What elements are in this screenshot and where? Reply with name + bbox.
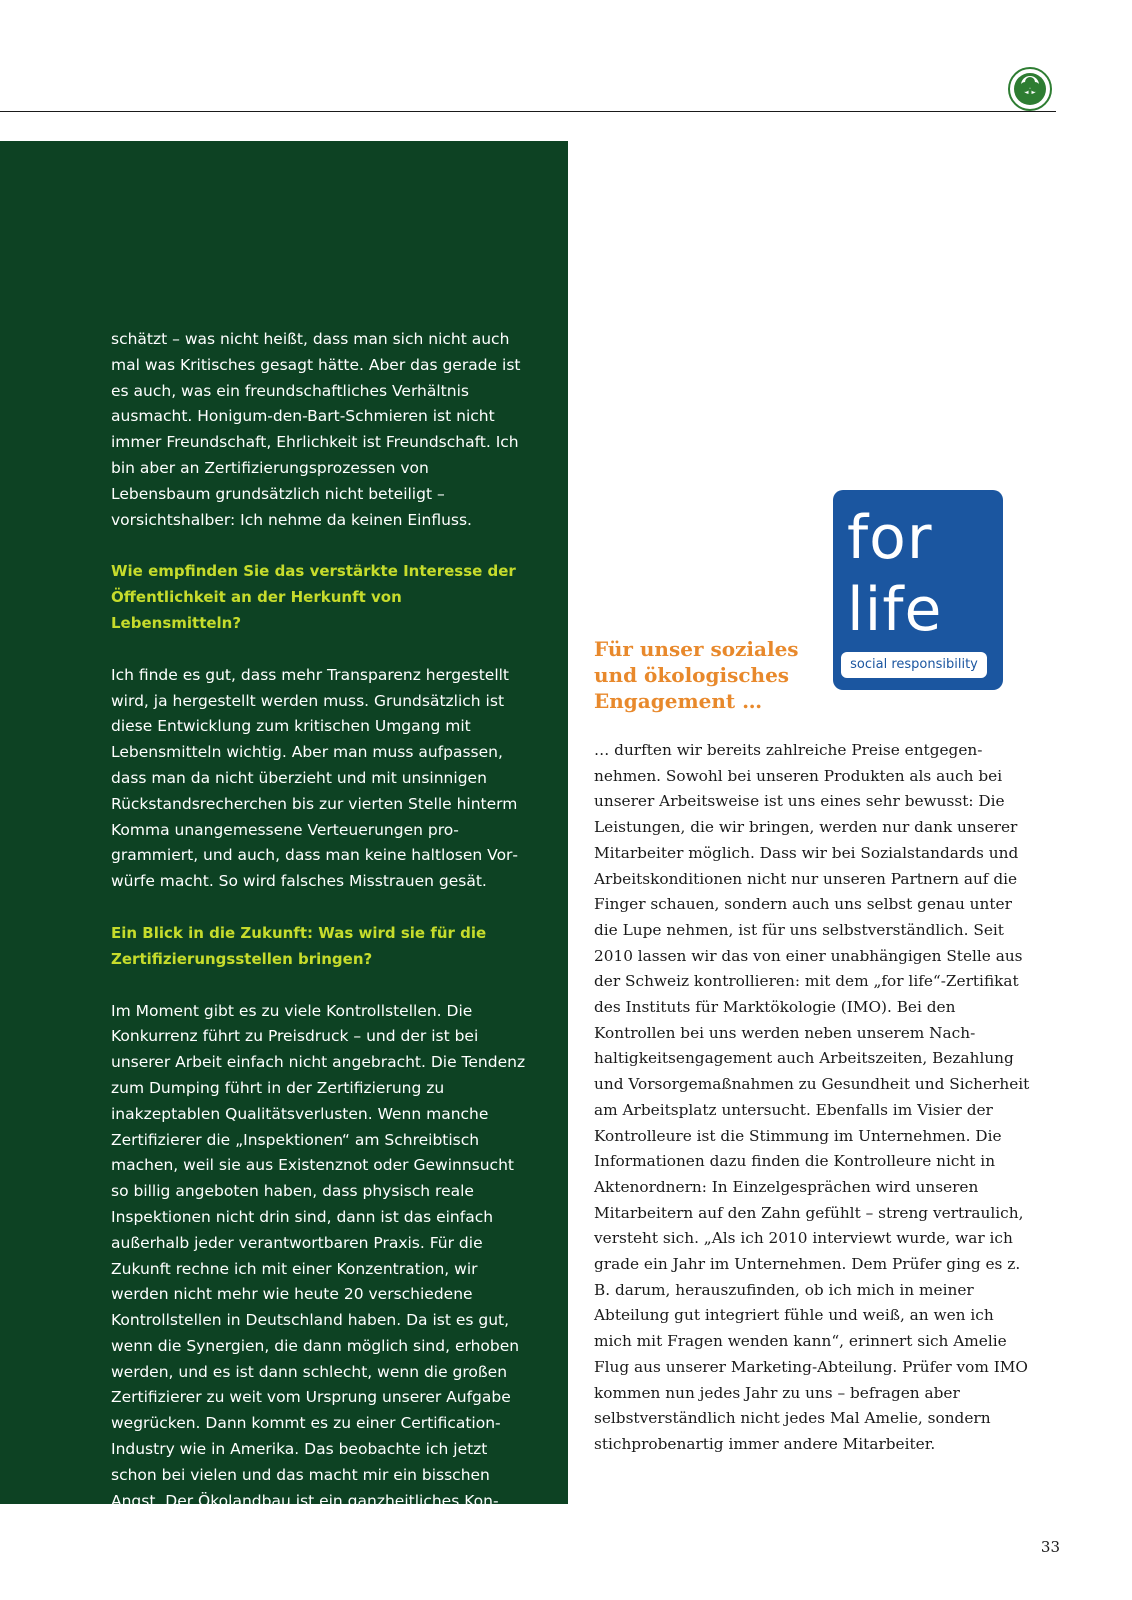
interview-text — [111, 327, 531, 1540]
article-body: … durften wir bereits zahlreiche Preise entgegennehmen. Sowohl bei unseren Produkten als auch bei unserer Arbeitsweise ist uns eines sehr bewusst: Die Leistungen, die wir bringen, werden nur dank unserer Mitarbeiter möglich. Dass wir bei Sozialstandards und Arbeitskonditionen nicht nur unseren Partnern auf die Finger schauen, sondern auch uns selbst genau unter die Lupe nehmen, ist für uns selbstverständlich. Seit 2010 lassen wir das von einer unabhängigen Stelle aus der Schweiz kontrollieren: mit dem „for life“-Zertifikat des Instituts für Marktökologie (IMO). Bei den Kontrollen bei uns werden neben unserem Nachhaltigkeitsengagement auch Arbeitszeiten, Bezahlung und Vorsorgemaßnahmen zu Gesundheit und Sicherheit am Arbeitsplatz untersucht. Ebenfalls im Visier der Kontrolleure ist die Stimmung im Unternehmen. Die Informationen dazu finden die Kontrolleure nicht in Aktenordnern: In Einzelgesprächen wird unseren Mitarbeitern auf den Zahn gefühlt – streng vertraulich, versteht sich. „Als ich 2010 interviewt wurde, war ich grade ein Jahr im Unternehmen. Dem Prüfer ging es z. B. darum, herauszufinden, ob ich mich in meiner Abteilung gut integriert fühle und weiß, an wen ich mich mit Fragen wenden kann“, erinnert sich Amelie Flug aus unserer Marketing-Abteilung. Prüfer vom IMO kommen nun jedes Jahr zu uns – befragen aber selbstverständlich nicht jedes Mal Amelie, sondern stichprobenartig immer andere Mitarbeiter. — [594, 741, 1030, 1453]
lebensbaum-tree-logo-icon — [1008, 67, 1052, 111]
interview-answer: schätzt – was nicht heißt, dass man sich nicht auch mal was Kritisches gesagt hätte. Aber das gerade ist es auch, was ein freundschaftliches Verhältnis ausmacht. Honigum-den-Bart-Schmieren ist nicht immer Freundschaft, Ehrlichkeit ist Freundschaft. Ich bin aber an Zertifizierungsprozessen von Lebensbaum grundsätzlich nicht beteiligt – vorsichtshalber: Ich nehme da keinen Einfluss. — [111, 330, 521, 529]
for-life-tagline: social responsibility — [841, 652, 987, 678]
interview-question: Ein Blick in die Zukunft: Was wird sie für die Zertifizierungsstellen bringen? — [111, 923, 487, 968]
for-life-badge — [833, 490, 1003, 690]
for-life-word-for: for — [847, 503, 933, 573]
interview-answer: Ich finde es gut, dass mehr Transparenz hergestellt wird, ja hergestellt werden muss. Grundsätzlich ist diese Entwicklung zum kritischen Umgang mit Lebensmitteln wichtig. Aber man muss aufpassen, dass man da nicht überzieht und mit unsinnigen Rückstandsrecherchen bis zur vierten Stelle hinterm Komma unangemessene Verteuerungen programmiert, und auch, dass man keine haltlosen Vorwürfe macht. So wird falsches Misstrauen gesät. — [111, 665, 519, 891]
for-life-word-life: life — [847, 575, 943, 645]
article-heading: Für unser soziales und ökologisches Engagement … — [594, 637, 799, 713]
interview-answer: Im Moment gibt es zu viele Kontrollstellen. Die Konkurrenz führt zu Preisdruck – und der ist bei unserer Arbeit einfach nicht angebracht. Die Tendenz zum Dumping führt in der Zertifizierung zu inakzeptablen Qualitätsverlusten. Wenn manche Zertifizierer die „Inspektionen“ am Schreibtisch machen, weil sie aus Existenznot oder Gewinnsucht so billig angeboten haben, dass physisch reale Inspektionen nicht drin sind, dann ist das einfach außerhalb jeder verantwortbaren Praxis. Für die Zukunft rechne ich mit einer Konzentration, wir werden nicht mehr wie heute 20 verschiedene Kontrollstellen in Deutschland haben. Da ist es gut, wenn die Synergien, die dann möglich sind, erhoben werden, und es ist dann schlecht, wenn die großen Zertifizierer zu weit vom Ursprung unserer Aufgabe wegrücken. Dann kommt es zu einer Certification-Industry wie in Amerika. Das beobachte ich jetzt schon bei vielen und das macht mir ein bisschen Angst. Der Ökolandbau ist ein ganzheitliches Konzept, daran muss sich die Zertifizierung orientieren. — [111, 1001, 526, 1536]
interview-question: Wie empfinden Sie das verstärkte Interesse der Öffentlichkeit an der Herkunft von Lebensmitteln? — [111, 562, 516, 632]
page-number: 33 — [1040, 1538, 1060, 1556]
header-rule — [0, 111, 1056, 112]
